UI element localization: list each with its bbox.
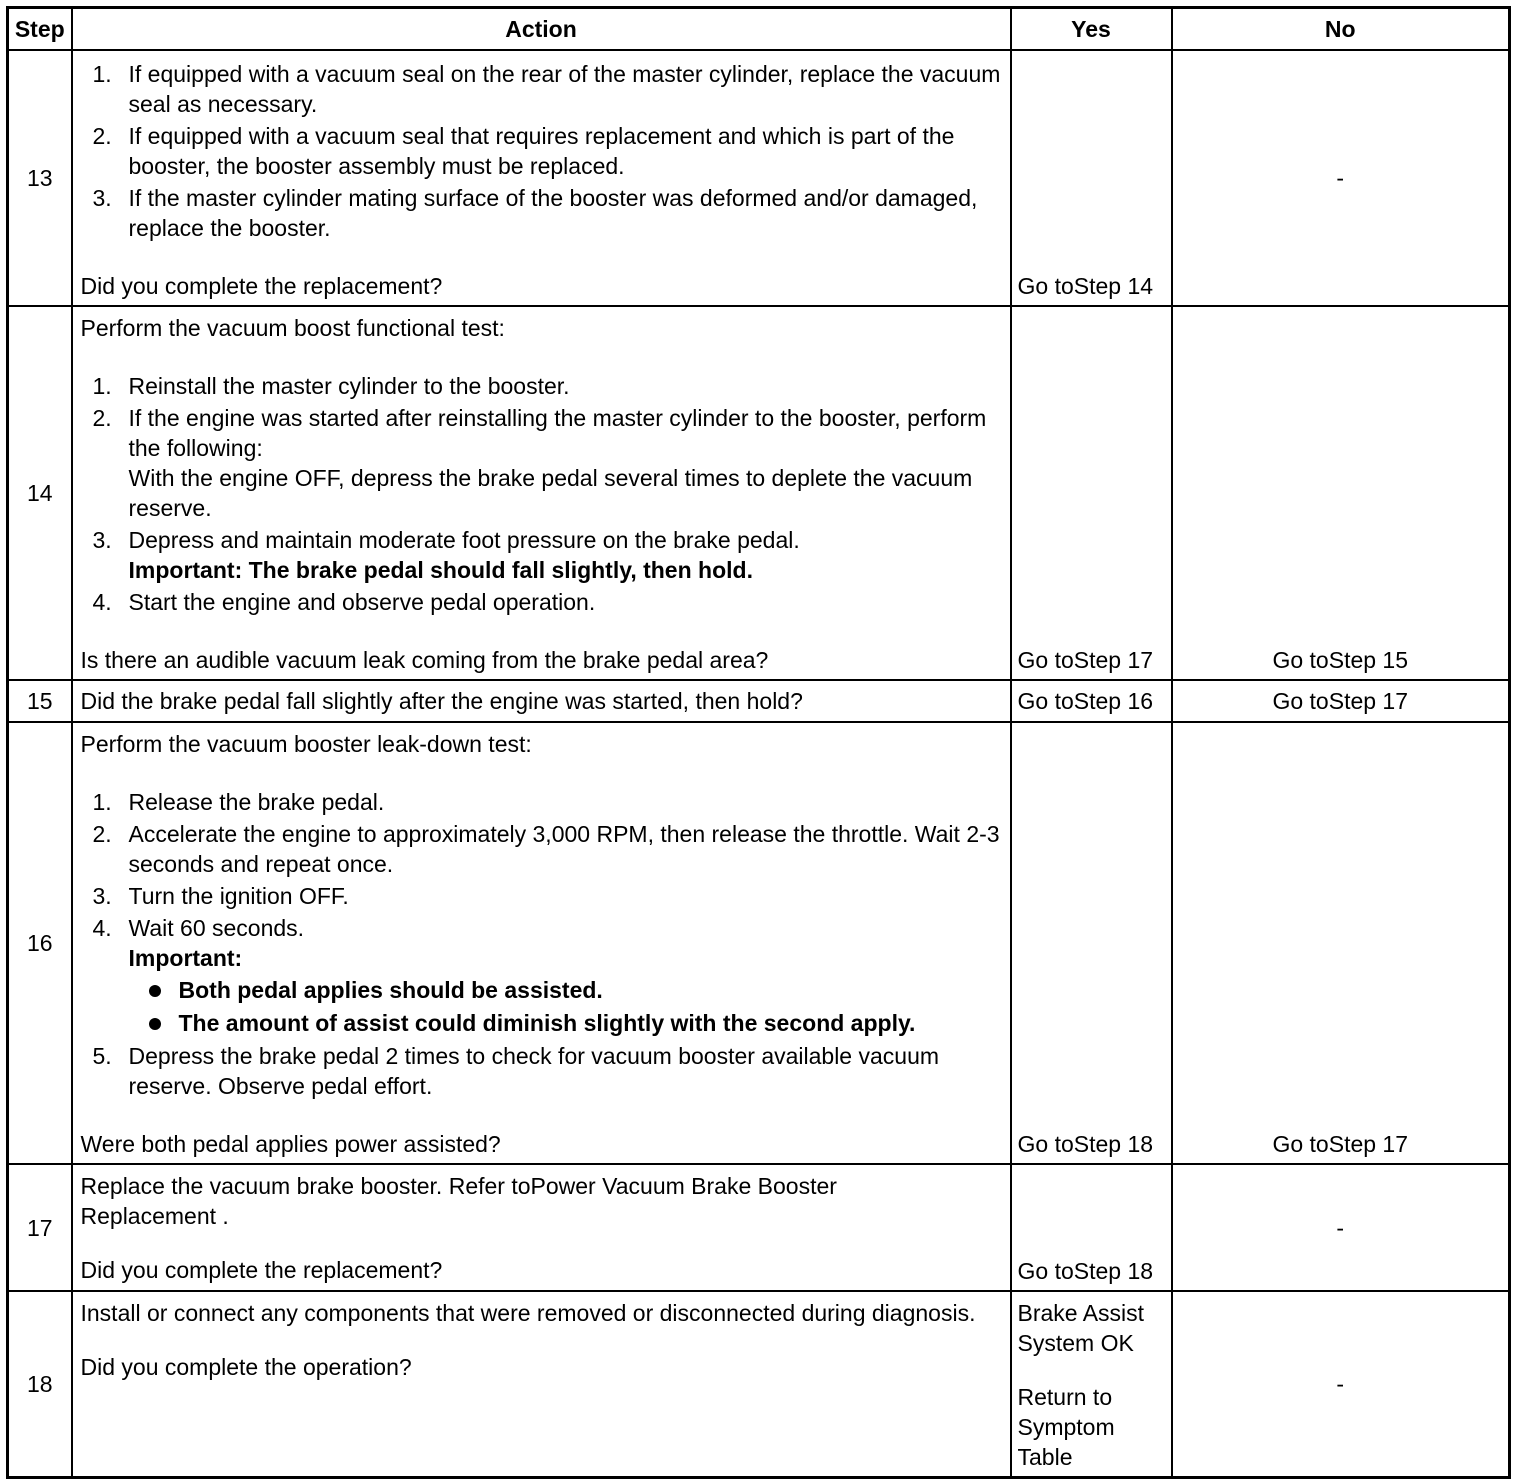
no-cell: - — [1172, 1291, 1510, 1478]
no-link: Go toStep 17 — [1272, 688, 1409, 714]
header-no: No — [1172, 8, 1510, 51]
header-yes: Yes — [1011, 8, 1172, 51]
header-row — [8, 8, 1510, 51]
step-number: 16 — [8, 722, 72, 1164]
diagnostic-table — [6, 6, 1511, 1479]
list-item: 1. Release the brake pedal. — [92, 789, 385, 815]
action-cell — [72, 722, 1011, 1164]
header-action: Action — [72, 8, 1011, 51]
no-link: Go toStep 15 — [1272, 647, 1409, 673]
yes-cell — [1011, 1291, 1172, 1478]
bullet-icon — [149, 985, 161, 997]
question-text: Did you complete the operation? — [80, 1354, 412, 1380]
table-row — [8, 1291, 1510, 1478]
yes-link: Go toStep 18 — [1017, 1258, 1154, 1284]
table-row — [8, 1164, 1510, 1291]
list-item: 5. Depress the brake pedal 2 times to check for vacuum booster available vacuum reserve. Observe pedal effort. — [92, 1043, 940, 1099]
yes-cell — [1011, 680, 1172, 722]
question-text: Did you complete the replacement? — [80, 1257, 443, 1283]
table-row — [8, 722, 1510, 1164]
yes-cell — [1011, 306, 1172, 680]
no-cell: - — [1172, 1164, 1510, 1291]
question-text: Did you complete the replacement? — [80, 273, 443, 299]
list-item: 3. Turn the ignition OFF. — [92, 883, 349, 909]
table-row — [8, 50, 1510, 306]
no-cell — [1172, 680, 1510, 722]
list-item: 4. Start the engine and observe pedal operation. — [92, 589, 596, 615]
intro-text: Replace the vacuum brake booster. Refer toPower Vacuum Brake Booster Replacement . — [80, 1173, 837, 1229]
intro-text: Perform the vacuum boost functional test: — [80, 315, 505, 341]
list-item: 2. If the engine was started after reinstalling the master cylinder to the booster, perform the following: With the engine OFF, depress the brake pedal several times to deplete the vacuum reserve. — [92, 405, 987, 521]
step-number: 14 — [8, 306, 72, 680]
action-cell — [72, 1164, 1011, 1291]
bullet-icon — [149, 1018, 161, 1030]
yes-cell — [1011, 50, 1172, 306]
step-number: 13 — [8, 50, 72, 306]
no-cell: - — [1172, 50, 1510, 306]
important-label: Important: — [128, 945, 243, 971]
yes-cell — [1011, 1164, 1172, 1291]
table-row — [8, 306, 1510, 680]
list-item: 2. If equipped with a vacuum seal that requires replacement and which is part of the booster, the booster assembly must be replaced. — [92, 123, 955, 179]
list-item: 3. If the master cylinder mating surface of the booster was deformed and/or damaged, replace the booster. — [92, 185, 978, 241]
list-item: 2. Accelerate the engine to approximately 3,000 RPM, then release the throttle. Wait 2-3 seconds and repeat once. — [92, 821, 1000, 877]
yes-link: Go toStep 14 — [1017, 273, 1154, 299]
question-text: Were both pedal applies power assisted? — [80, 1131, 501, 1157]
yes-link: Return to Symptom Table — [1017, 1384, 1115, 1470]
question-text: Did the brake pedal fall slightly after the engine was started, then hold? — [80, 688, 803, 714]
no-cell — [1172, 306, 1510, 680]
step-number: 18 — [8, 1291, 72, 1478]
step-number: 15 — [8, 680, 72, 722]
important-text: : The brake pedal should fall slightly, then hold. — [234, 557, 753, 583]
action-cell — [72, 50, 1011, 306]
bullet-item: Both pedal applies should be assisted. — [129, 975, 1002, 1005]
yes-result: Brake Assist System OK — [1017, 1300, 1145, 1356]
step-number: 17 — [8, 1164, 72, 1291]
action-cell — [72, 680, 1011, 722]
yes-cell — [1011, 722, 1172, 1164]
no-link: Go toStep 17 — [1272, 1131, 1409, 1157]
action-cell — [72, 1291, 1011, 1478]
important-label: Important — [128, 557, 235, 583]
intro-text: Install or connect any components that were removed or disconnected during diagnosis. — [80, 1300, 976, 1326]
bullet-item: The amount of assist could diminish slightly with the second apply. — [129, 1008, 1002, 1038]
list-item: 1. Reinstall the master cylinder to the booster. — [92, 373, 570, 399]
table-row — [8, 680, 1510, 722]
list-item: 3. Depress and maintain moderate foot pressure on the brake pedal. Important: The brake pedal should fall slightly, then hold. — [92, 527, 800, 583]
action-cell — [72, 306, 1011, 680]
header-step: Step — [8, 8, 72, 51]
yes-link: Go toStep 16 — [1017, 688, 1154, 714]
list-item: 4. Wait 60 seconds. Important: Both pedal applies should be assisted. The amount of assist could diminish slightly with the second apply. — [81, 913, 1002, 1038]
yes-link: Go toStep 18 — [1017, 1131, 1154, 1157]
question-text: Is there an audible vacuum leak coming from the brake pedal area? — [80, 647, 769, 673]
intro-text: Perform the vacuum booster leak-down test: — [80, 731, 532, 757]
list-item: 1. If equipped with a vacuum seal on the rear of the master cylinder, replace the vacuum seal as necessary. — [92, 61, 1001, 117]
yes-link: Go toStep 17 — [1017, 647, 1154, 673]
no-cell — [1172, 722, 1510, 1164]
